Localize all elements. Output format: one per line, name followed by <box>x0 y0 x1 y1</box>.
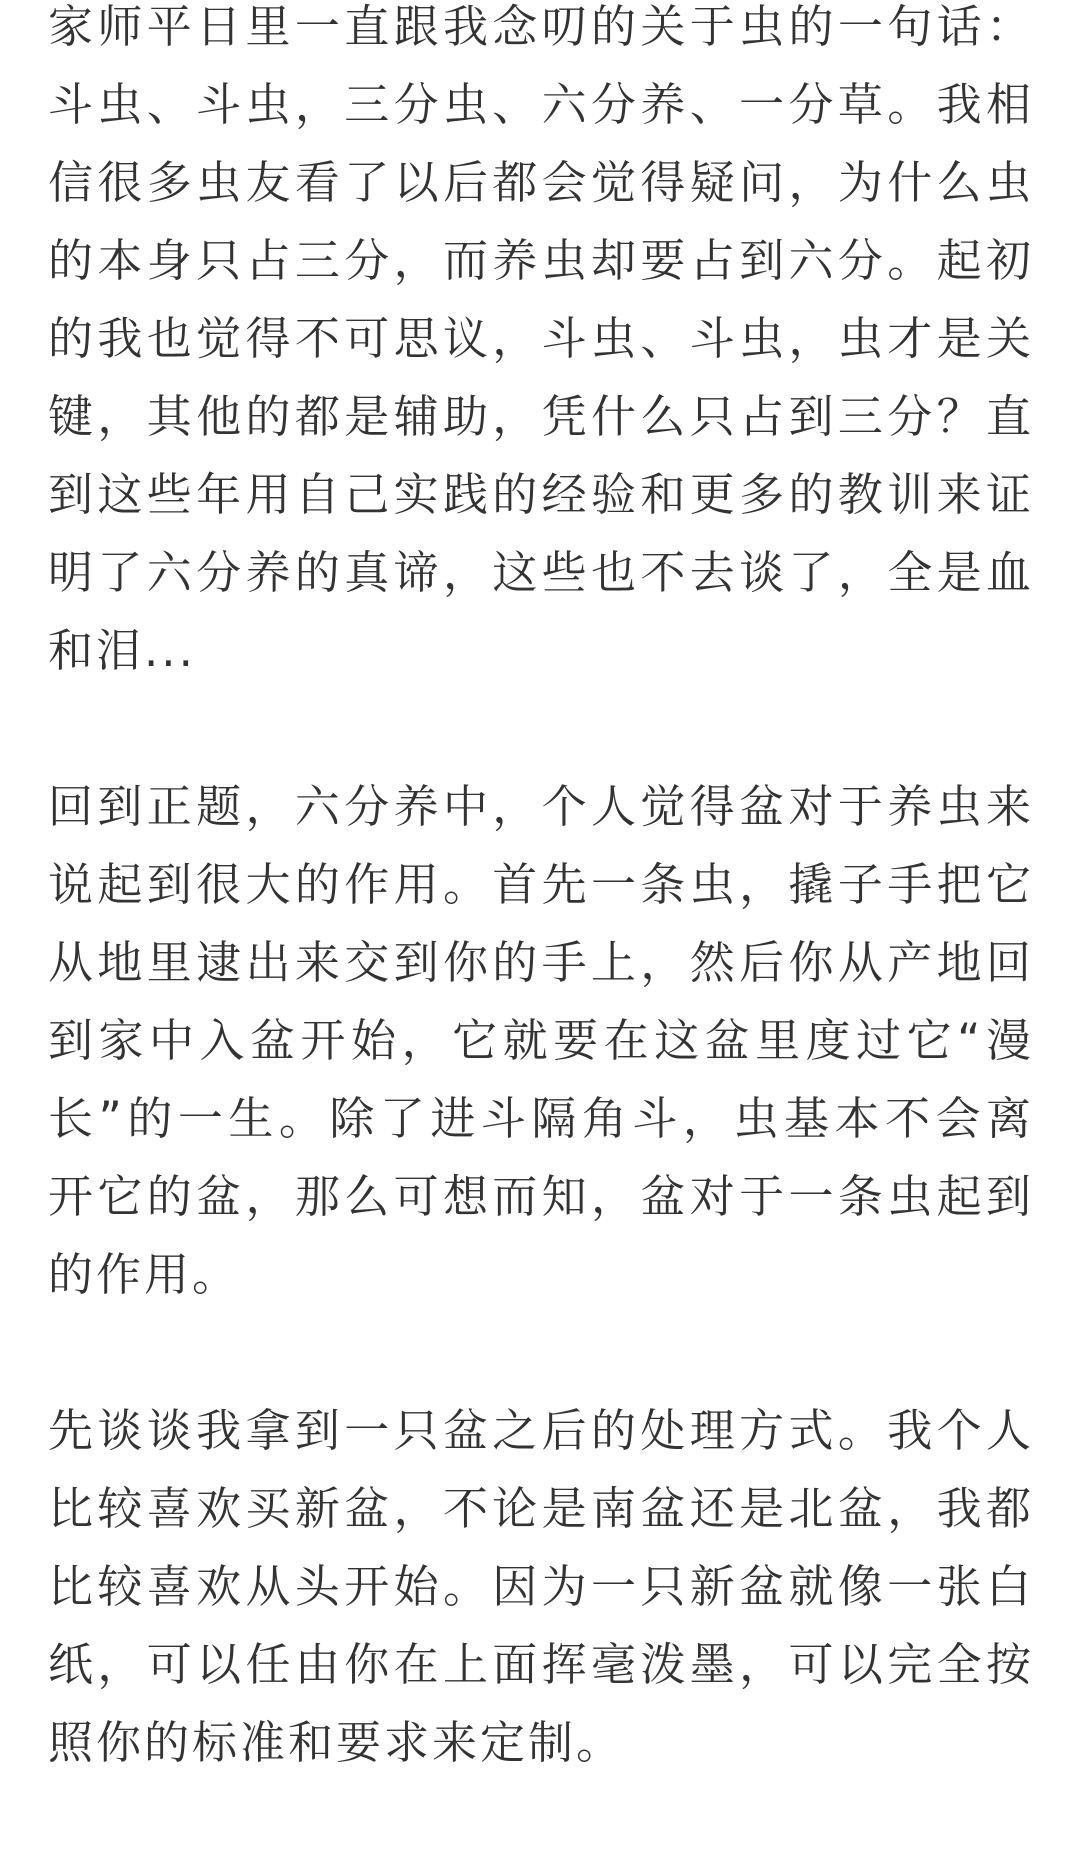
paragraph-pot-role: 回到正题，六分养中，个人觉得盆对于养虫来说起到很大的作用。首先一条虫，撬子手把它从地里逮出来交到你的手上，然后你从产地回到家中入盆开始，它就要在这盆里度过它“漫长”的一生。除了进斗隔角斗，虫基本不会离开它的盆，那么可想而知，盆对于一条虫起到的作用。 <box>48 780 1034 1301</box>
paragraph-new-pot: 先谈谈我拿到一只盆之后的处理方式。我个人比较喜欢买新盆，不论是南盆还是北盆，我都比较喜欢从头开始。因为一只新盆就像一张白纸，可以任由你在上面挥毫泼墨，可以完全按照你的标准和要求来定制。 <box>48 1404 1034 1769</box>
paragraph-intro: 家师平日里一直跟我念叨的关于虫的一句话：斗虫、斗虫，三分虫、六分养、一分草。我相信很多虫友看了以后都会觉得疑问，为什么虫的本身只占三分，而养虫却要占到六分。起初的我也觉得不可思议，斗虫、斗虫，虫才是关键，其他的都是辅助，凭什么只占到三分？直到这些年用自己实践的经验和更多的教训来证明了六分养的真谛，这些也不去谈了，全是血和泪... <box>48 0 1034 677</box>
article-body <box>48 0 1034 1860</box>
